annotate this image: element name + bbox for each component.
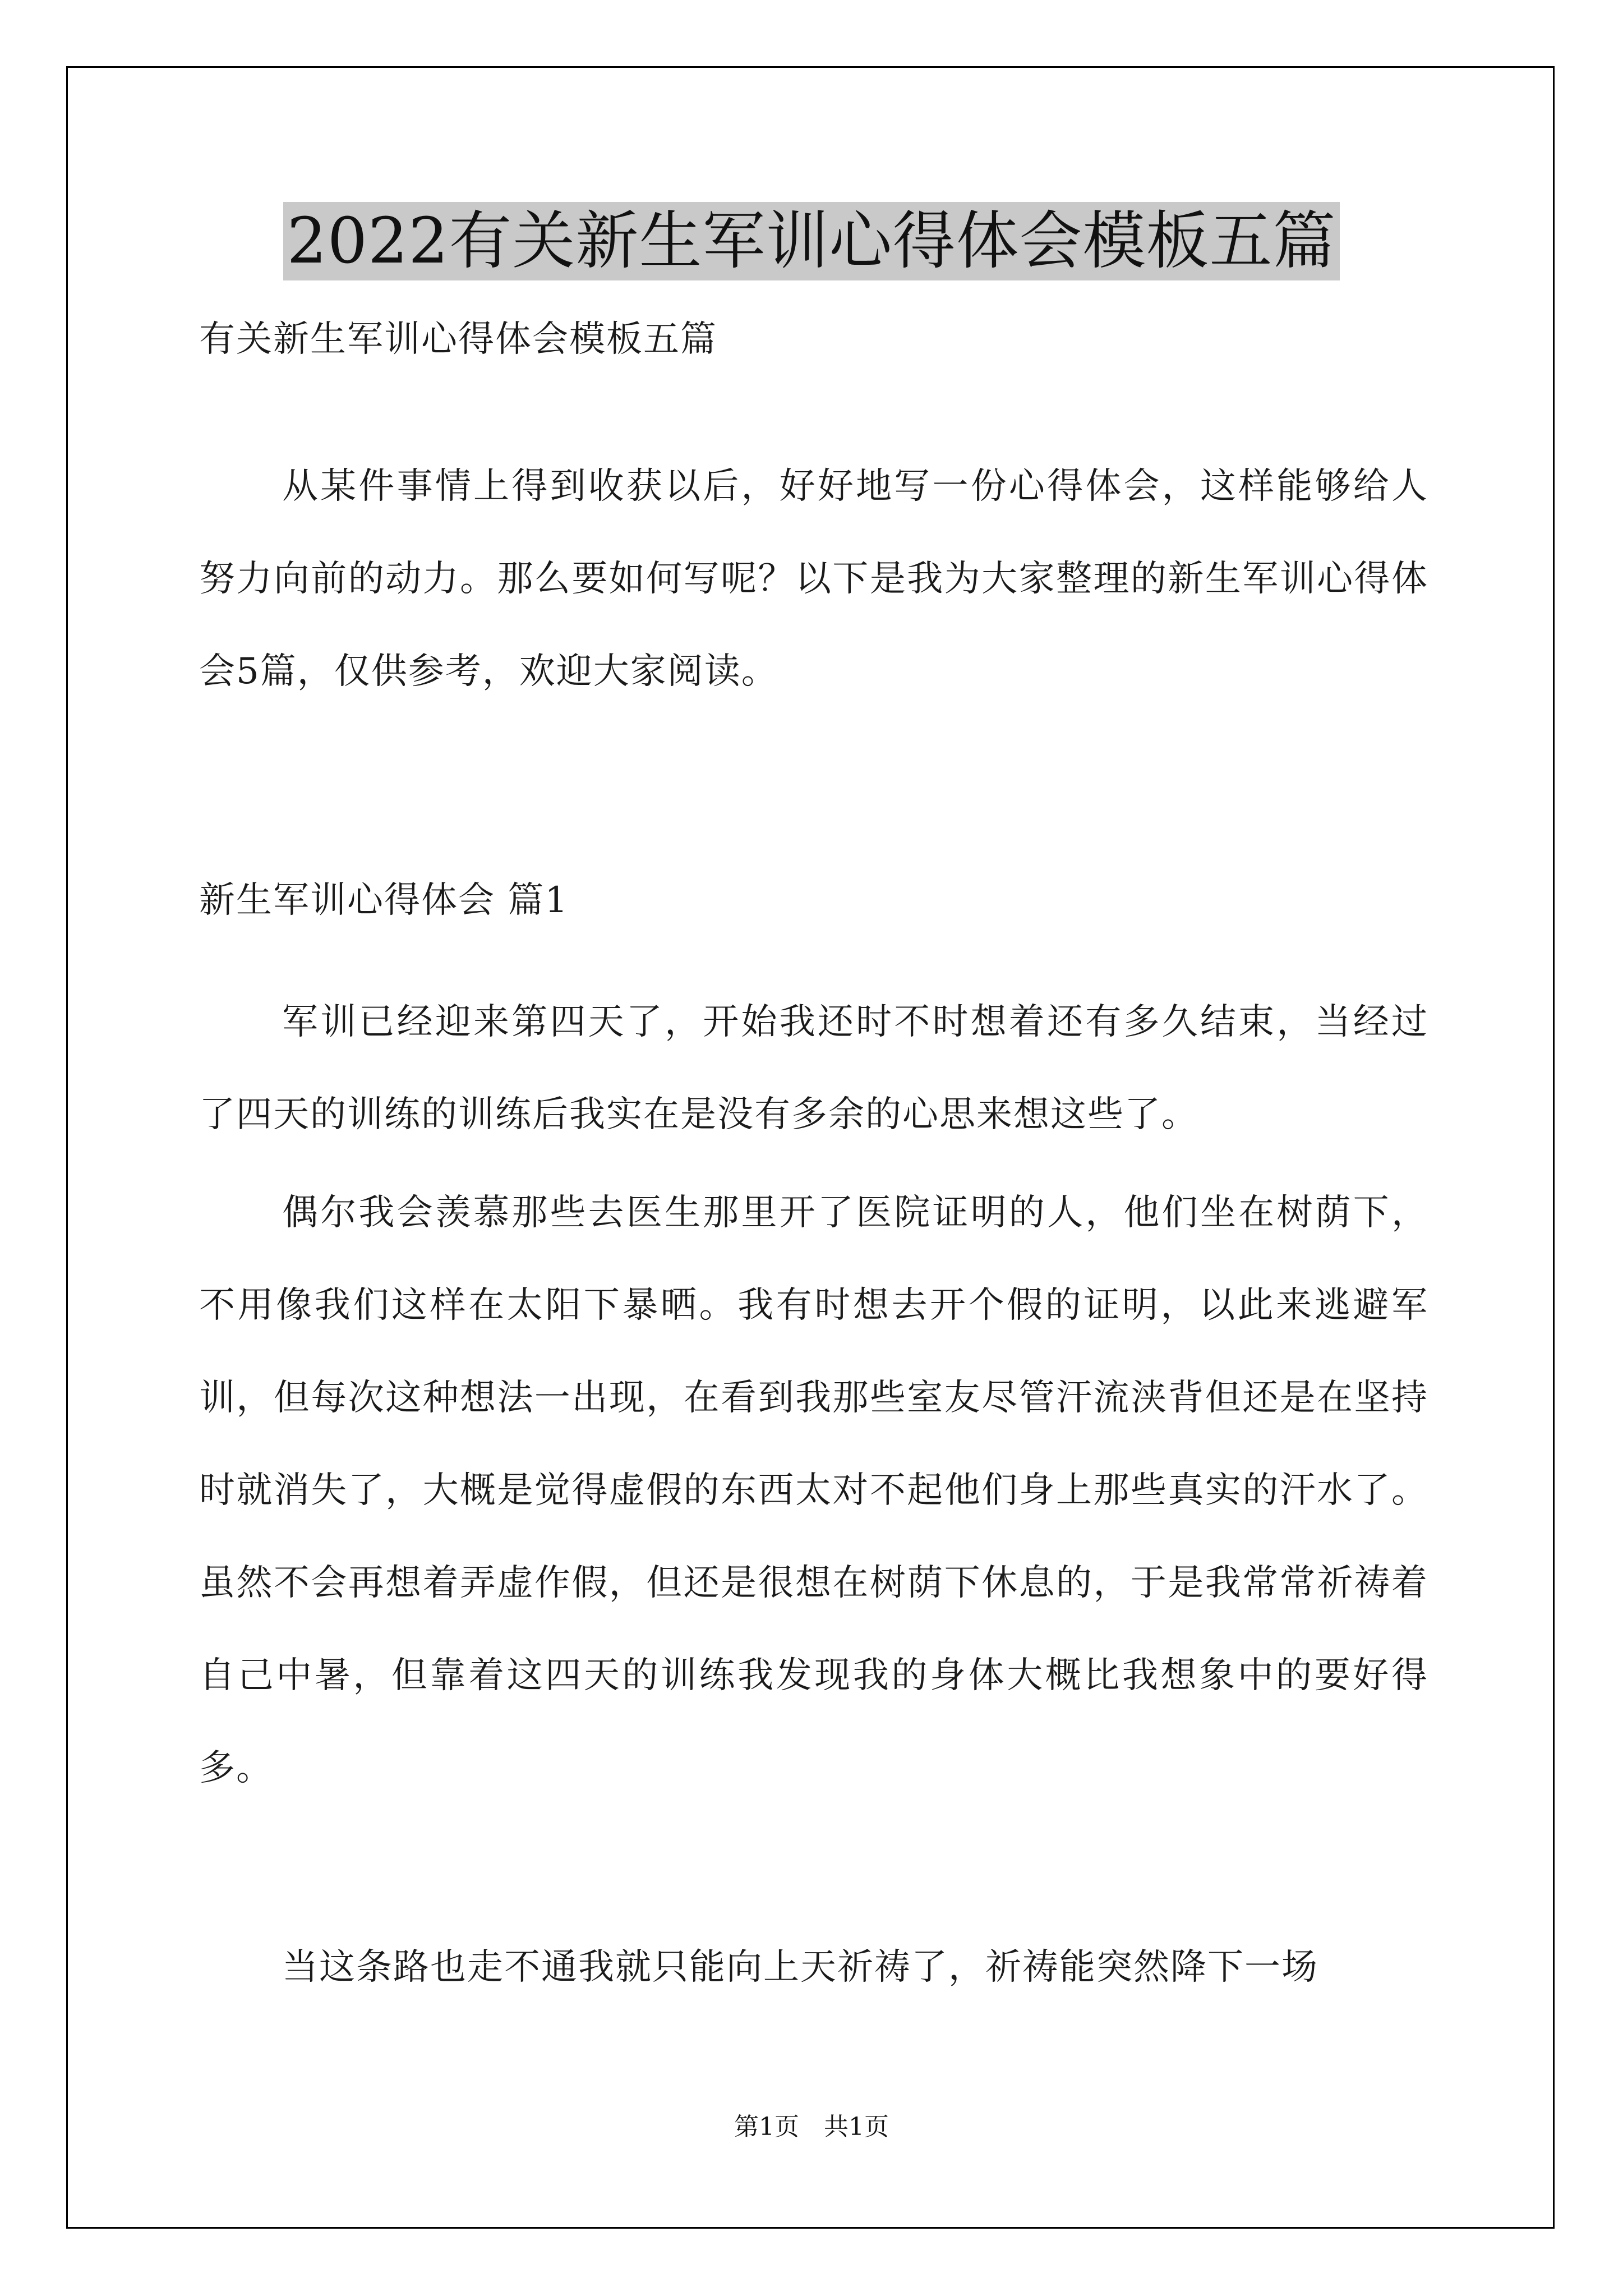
intro-paragraph: 从某件事情上得到收获以后，好好地写一份心得体会，这样能够给人努力向前的动力。那么要如何写呢？以下是我为大家整理的新生军训心得体会5篇，仅供参考，欢迎大家阅读。: [199, 466, 1428, 692]
document-title: 2022有关新生军训心得体会模板五篇: [283, 202, 1339, 280]
body-paragraph-2: 偶尔我会羡慕那些去医生那里开了医院证明的人，他们坐在树荫下，不用像我们这样在太阳下暴晒。我有时想去开个假的证明，以此来逃避军训，但每次这种想法一出现，在看到我那些室友尽管汗流浃背但还是在坚持时就消失了，大概是觉得虚假的东西太对不起他们身上那些真实的汗水了。虽然不会再想着弄虚作假，但还是很想在树荫下休息的，于是我常常祈祷着自己中暑，但靠着这四天的训练我发现我的身体大概比我想象中的要好得多。: [199, 1192, 1428, 1789]
document-subtitle: 有关新生军训心得体会模板五篇: [199, 319, 717, 360]
page-footer: 第1页 共1页: [734, 2113, 889, 2141]
body-paragraph-3: 当这条路也走不通我就只能向上天祈祷了，祈祷能突然降下一场: [282, 1947, 1318, 1988]
title-block: [0, 202, 1623, 280]
section-heading: 新生军训心得体会 篇1: [199, 880, 569, 921]
body-paragraph-1: 军训已经迎来第四天了，开始我还时不时想着还有多久结束，当经过了四天的训练的训练后我实在是没有多余的心思来想这些了。: [199, 1001, 1428, 1135]
